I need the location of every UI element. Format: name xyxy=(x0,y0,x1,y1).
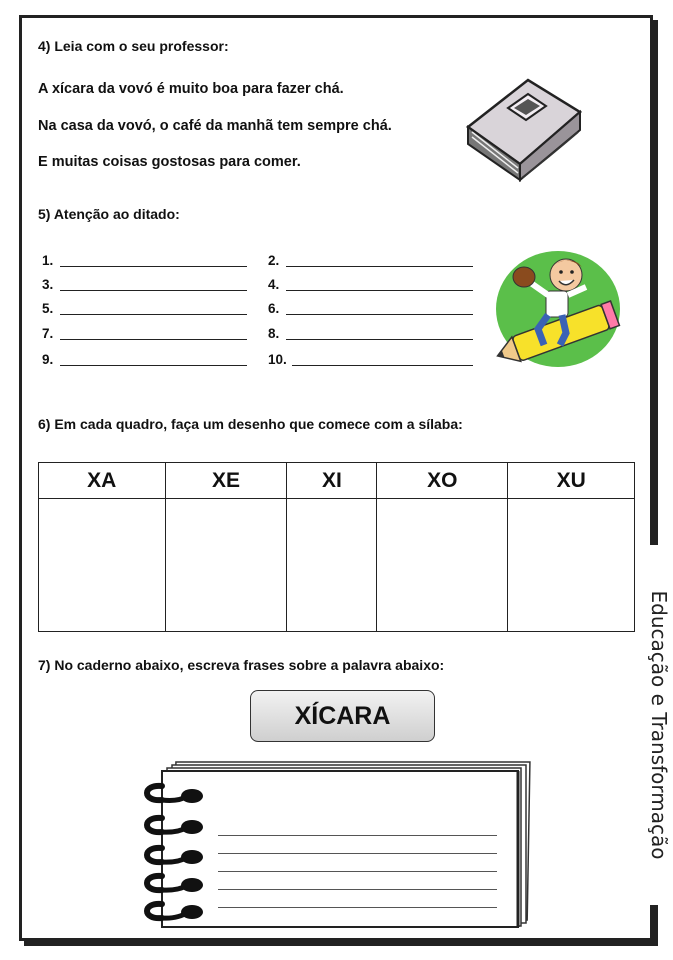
book-icon xyxy=(460,72,585,187)
syllable-header-xi: XI xyxy=(287,463,377,499)
q4-title: 4) Leia com o seu professor: xyxy=(38,38,229,54)
q7-title: 7) No caderno abaixo, escreva frases sobre a palavra abaixo: xyxy=(38,657,445,673)
dictation-blank-7[interactable] xyxy=(60,339,247,340)
side-text: Educação e Transformação xyxy=(647,590,671,860)
drawing-box-xi[interactable] xyxy=(287,499,377,632)
frame-shadow-bottom xyxy=(24,941,658,946)
dictation-label-1: 1. xyxy=(42,253,54,268)
dictation-blank-4[interactable] xyxy=(286,290,473,291)
syllable-header-xu: XU xyxy=(508,463,635,499)
notebook-line-3[interactable] xyxy=(218,871,497,872)
spiral-notebook-icon xyxy=(140,758,535,930)
dictation-label-5: 5. xyxy=(42,301,54,316)
dictation-label-4: 4. xyxy=(268,277,280,292)
q4-line-1: A xícara da vovó é muito boa para fazer chá. xyxy=(38,81,344,97)
drawing-box-xe[interactable] xyxy=(165,499,287,632)
dictation-label-3: 3. xyxy=(42,277,54,292)
q5-title: 5) Atenção ao ditado: xyxy=(38,206,180,222)
syllable-table xyxy=(38,462,635,632)
notebook-line-5[interactable] xyxy=(218,907,497,908)
boy-on-pencil-icon xyxy=(492,247,624,372)
word-box: XÍCARA xyxy=(250,690,435,742)
notebook-line-2[interactable] xyxy=(218,853,497,854)
dictation-label-8: 8. xyxy=(268,326,280,341)
dictation-blank-10[interactable] xyxy=(292,365,473,366)
syllable-header-xa: XA xyxy=(39,463,166,499)
dictation-label-2: 2. xyxy=(268,253,280,268)
dictation-blank-9[interactable] xyxy=(60,365,247,366)
dictation-blank-8[interactable] xyxy=(286,339,473,340)
dictation-blank-3[interactable] xyxy=(60,290,247,291)
side-text-box xyxy=(645,545,673,905)
drawing-box-xo[interactable] xyxy=(377,499,508,632)
syllable-header-xe: XE xyxy=(165,463,287,499)
q4-line-3: E muitas coisas gostosas para comer. xyxy=(38,154,301,170)
drawing-box-xu[interactable] xyxy=(508,499,635,632)
dictation-label-9: 9. xyxy=(42,352,54,367)
syllable-header-xo: XO xyxy=(377,463,508,499)
notebook-line-1[interactable] xyxy=(218,835,497,836)
q6-title: 6) Em cada quadro, faça um desenho que comece com a sílaba: xyxy=(38,416,463,432)
dictation-blank-1[interactable] xyxy=(60,266,247,267)
q4-line-2: Na casa da vovó, o café da manhã tem sempre chá. xyxy=(38,118,392,134)
dictation-label-7: 7. xyxy=(42,326,54,341)
drawing-box-xa[interactable] xyxy=(39,499,166,632)
dictation-blank-2[interactable] xyxy=(286,266,473,267)
dictation-blank-5[interactable] xyxy=(60,314,247,315)
dictation-blank-6[interactable] xyxy=(286,314,473,315)
notebook-line-4[interactable] xyxy=(218,889,497,890)
dictation-label-10: 10. xyxy=(268,352,287,367)
dictation-label-6: 6. xyxy=(268,301,280,316)
